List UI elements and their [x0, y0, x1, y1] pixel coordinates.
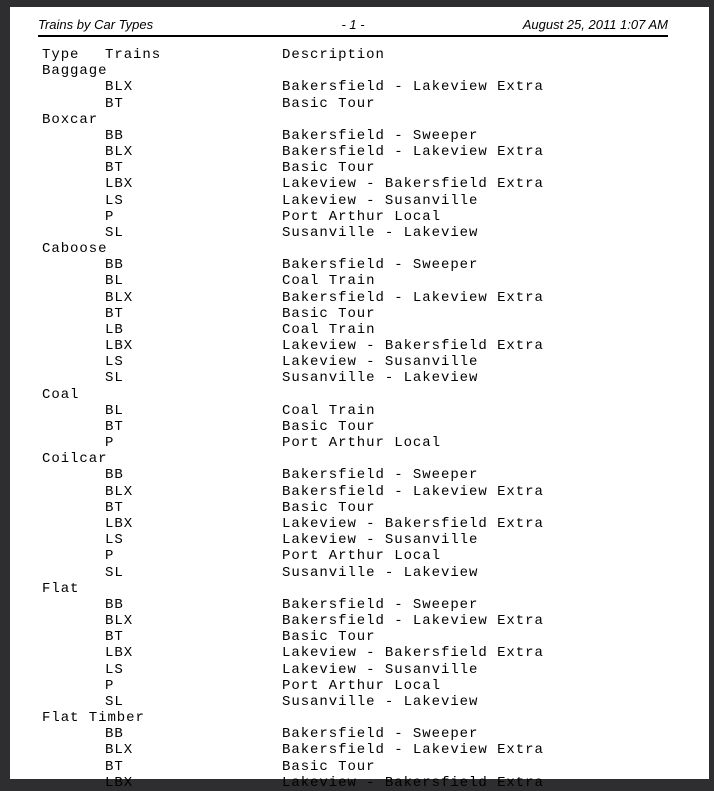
section-row: [10, 387, 709, 403]
train-row: [10, 775, 709, 791]
train-code: BLX: [105, 483, 134, 500]
train-code: SL: [105, 564, 124, 581]
train-code: LBX: [105, 645, 134, 662]
train-row: [10, 565, 709, 581]
train-code: LBX: [105, 338, 134, 355]
train-row: [10, 209, 709, 225]
train-row: [10, 500, 709, 516]
car-type-label: Baggage: [42, 63, 108, 80]
train-description: Basic Tour: [282, 418, 376, 435]
report-title: Trains by Car Types: [38, 17, 154, 32]
car-type-label: Flat Timber: [42, 710, 145, 727]
report-page: [10, 7, 709, 791]
train-code: BB: [105, 127, 124, 144]
train-code: BLX: [105, 742, 134, 759]
train-description: Susanville - Lakeview: [282, 224, 479, 241]
train-row: [10, 613, 709, 629]
train-row: [10, 128, 709, 144]
train-description: Bakersfield - Lakeview Extra: [282, 289, 544, 306]
train-code: SL: [105, 224, 124, 241]
train-code: BB: [105, 596, 124, 613]
train-code: LS: [105, 532, 124, 549]
train-description: Lakeview - Susanville: [282, 532, 479, 549]
car-type-label: Coal: [42, 386, 80, 403]
train-code: BLX: [105, 613, 134, 630]
train-row: [10, 370, 709, 386]
section-row: [10, 581, 709, 597]
column-header-trains: Trains: [105, 47, 162, 63]
train-code: BLX: [105, 144, 134, 161]
train-row: [10, 273, 709, 289]
train-description: Bakersfield - Sweeper: [282, 726, 479, 743]
train-description: Lakeview - Bakersfield Extra: [282, 774, 544, 791]
train-description: Lakeview - Bakersfield Extra: [282, 176, 544, 193]
train-row: [10, 354, 709, 370]
train-row: [10, 759, 709, 775]
train-code: BB: [105, 467, 124, 484]
train-row: [10, 193, 709, 209]
train-description: Susanville - Lakeview: [282, 370, 479, 387]
train-code: P: [105, 208, 115, 225]
train-description: Bakersfield - Sweeper: [282, 257, 479, 274]
train-description: Basic Tour: [282, 95, 376, 112]
report-rows: [10, 63, 709, 791]
train-row: [10, 548, 709, 564]
train-row: [10, 225, 709, 241]
train-code: BL: [105, 402, 124, 419]
train-row: [10, 257, 709, 273]
train-code: BLX: [105, 79, 134, 96]
train-row: [10, 742, 709, 758]
train-description: Bakersfield - Sweeper: [282, 127, 479, 144]
car-type-label: Caboose: [42, 241, 108, 258]
train-description: Bakersfield - Lakeview Extra: [282, 483, 544, 500]
train-description: Port Arthur Local: [282, 435, 441, 452]
section-row: [10, 710, 709, 726]
train-row: [10, 338, 709, 354]
train-code: BT: [105, 418, 124, 435]
train-code: BT: [105, 499, 124, 516]
train-description: Susanville - Lakeview: [282, 693, 479, 710]
train-description: Bakersfield - Sweeper: [282, 596, 479, 613]
column-header-type: Type: [42, 47, 80, 63]
train-row: [10, 629, 709, 645]
train-description: Port Arthur Local: [282, 677, 441, 694]
train-description: Lakeview - Bakersfield Extra: [282, 338, 544, 355]
train-code: BLX: [105, 289, 134, 306]
train-code: BT: [105, 305, 124, 322]
train-row: [10, 176, 709, 192]
section-row: [10, 241, 709, 257]
train-row: [10, 96, 709, 112]
train-code: BT: [105, 95, 124, 112]
train-description: Bakersfield - Lakeview Extra: [282, 742, 544, 759]
train-row: [10, 516, 709, 532]
train-description: Basic Tour: [282, 758, 376, 775]
train-description: Susanville - Lakeview: [282, 564, 479, 581]
train-code: P: [105, 677, 115, 694]
train-code: BL: [105, 273, 124, 290]
train-row: [10, 662, 709, 678]
report-header: [38, 18, 668, 37]
train-code: LBX: [105, 774, 134, 791]
train-row: [10, 403, 709, 419]
train-row: [10, 467, 709, 483]
car-type-label: Flat: [42, 580, 80, 597]
train-description: Lakeview - Bakersfield Extra: [282, 515, 544, 532]
train-row: [10, 435, 709, 451]
train-description: Lakeview - Susanville: [282, 661, 479, 678]
column-header-description: Description: [282, 47, 385, 63]
train-code: LB: [105, 321, 124, 338]
train-row: [10, 160, 709, 176]
train-description: Lakeview - Bakersfield Extra: [282, 645, 544, 662]
train-description: Bakersfield - Sweeper: [282, 467, 479, 484]
train-row: [10, 694, 709, 710]
train-row: [10, 484, 709, 500]
train-row: [10, 678, 709, 694]
train-description: Bakersfield - Lakeview Extra: [282, 79, 544, 96]
train-row: [10, 645, 709, 661]
train-description: Lakeview - Susanville: [282, 354, 479, 371]
train-code: P: [105, 548, 115, 565]
train-code: BB: [105, 257, 124, 274]
train-description: Coal Train: [282, 273, 376, 290]
train-description: Port Arthur Local: [282, 548, 441, 565]
train-row: [10, 726, 709, 742]
train-description: Bakersfield - Lakeview Extra: [282, 613, 544, 630]
train-row: [10, 597, 709, 613]
train-row: [10, 79, 709, 95]
train-code: LBX: [105, 176, 134, 193]
train-row: [10, 290, 709, 306]
train-row: [10, 144, 709, 160]
page-number: - 1 -: [341, 17, 365, 32]
car-type-label: Coilcar: [42, 451, 108, 468]
column-header-row: [10, 47, 709, 63]
train-description: Coal Train: [282, 402, 376, 419]
train-description: Basic Tour: [282, 629, 376, 646]
train-description: Lakeview - Susanville: [282, 192, 479, 209]
train-code: LS: [105, 192, 124, 209]
report-datetime: August 25, 2011 1:07 AM: [522, 17, 668, 32]
train-description: Bakersfield - Lakeview Extra: [282, 144, 544, 161]
train-row: [10, 306, 709, 322]
report-body: [10, 47, 709, 791]
section-row: [10, 112, 709, 128]
train-code: BT: [105, 758, 124, 775]
train-code: LS: [105, 354, 124, 371]
train-row: [10, 419, 709, 435]
car-type-label: Boxcar: [42, 111, 99, 128]
train-code: SL: [105, 370, 124, 387]
train-code: SL: [105, 693, 124, 710]
train-code: LBX: [105, 515, 134, 532]
train-description: Basic Tour: [282, 499, 376, 516]
train-code: P: [105, 435, 115, 452]
section-row: [10, 63, 709, 79]
train-description: Port Arthur Local: [282, 208, 441, 225]
train-code: LS: [105, 661, 124, 678]
train-row: [10, 532, 709, 548]
train-description: Basic Tour: [282, 305, 376, 322]
train-description: Coal Train: [282, 321, 376, 338]
train-row: [10, 322, 709, 338]
train-code: BT: [105, 629, 124, 646]
train-description: Basic Tour: [282, 160, 376, 177]
section-row: [10, 451, 709, 467]
train-code: BT: [105, 160, 124, 177]
train-code: BB: [105, 726, 124, 743]
